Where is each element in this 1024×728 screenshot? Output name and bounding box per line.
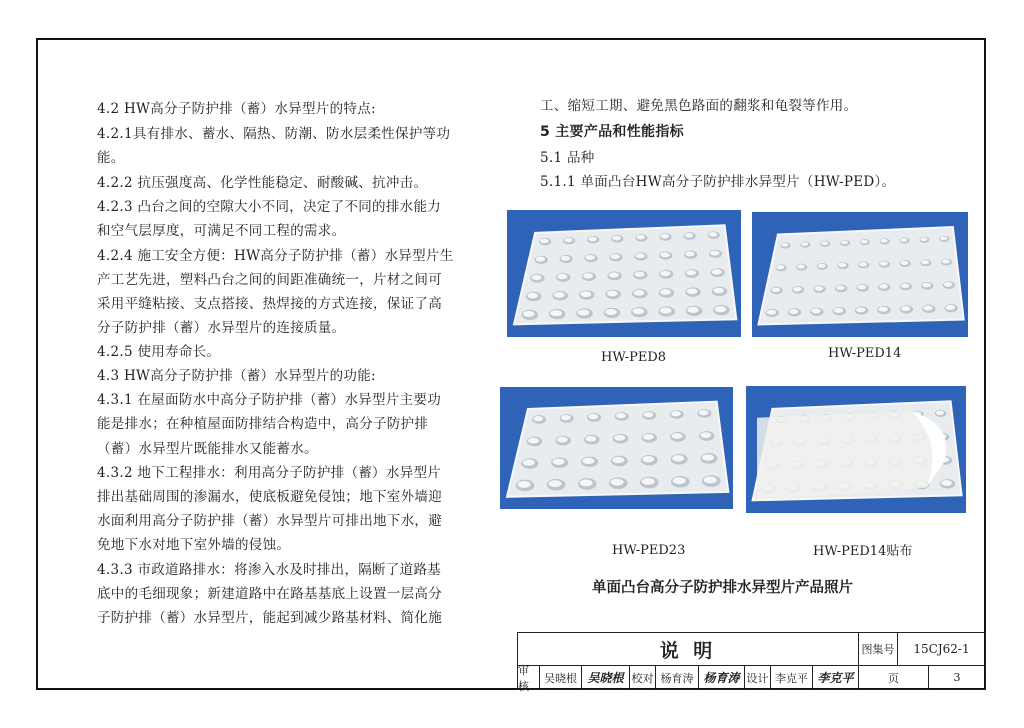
body-text-line: 子防护排（蓄）水异型片，能起到减少路基材料、简化施 (97, 610, 442, 626)
body-text-line: 产工艺先进，塑料凸台之间的间距准确统一，片材之间可 (97, 272, 442, 288)
caption-hw-ped14-fabric: HW-PED14贴布 (813, 544, 913, 559)
atlas-label: 图集号 (858, 632, 898, 666)
section-heading: 5 主要产品和性能指标 (540, 124, 684, 140)
subsection-heading: 5.1 品种 (540, 150, 595, 166)
body-text-line: （蓄）水异型片既能排水又能蓄水。 (97, 441, 318, 457)
body-text-line: 4.3 HW高分子防护排（蓄）水异型片的功能: (97, 368, 376, 384)
checker-name: 杨育涛 (655, 665, 699, 690)
check-label: 校对 (629, 665, 656, 690)
photo-hw-ped14 (752, 212, 968, 337)
body-text-line: 能是排水；在种植屋面防排结合构造中，高分子防护排 (97, 416, 429, 432)
body-text-line: 能。 (97, 150, 125, 166)
designer-name: 李克平 (770, 665, 813, 690)
body-text-line: 分子防护排（蓄）水异型片的连接质量。 (97, 320, 346, 336)
designer-signature: 李克平 (812, 665, 859, 690)
body-text-line: 底中的毛细现象；新建道路中在路基基底上设置一层高分 (97, 586, 442, 602)
photo-hw-ped14-fabric (746, 386, 966, 513)
page-number: 3 (928, 665, 986, 690)
body-text-line: 4.2.5 使用寿命长。 (97, 344, 221, 360)
body-text-line: 4.3.1 在屋面防水中高分子防护排（蓄）水异型片主要功 (97, 392, 442, 408)
body-text-line: 4.3.3 市政道路排水：将渗入水及时排出，隔断了道路基 (97, 562, 442, 578)
body-text-line: 4.2.3 凸台之间的空隙大小不同，决定了不同的排水能力 (97, 199, 442, 215)
reviewer-signature: 吴晓根 (581, 665, 630, 690)
caption-hw-ped23: HW-PED23 (612, 543, 686, 558)
photo-hw-ped8 (507, 210, 741, 337)
title-block-title: 说 明 (517, 632, 859, 666)
caption-hw-ped14: HW-PED14 (828, 346, 902, 361)
photo-hw-ped23 (500, 387, 733, 509)
body-text-line: 排出基础周围的渗漏水，使底板避免侵蚀；地下室外墙迎 (97, 489, 442, 505)
continuation-text: 工、缩短工期、避免黑色路面的翻浆和龟裂等作用。 (540, 98, 858, 114)
figure-caption: 单面凸台高分子防护排水异型片产品照片 (592, 580, 853, 596)
body-text-line: 4.3.2 地下工程排水：利用高分子防护排（蓄）水异型片 (97, 465, 442, 481)
body-text-line: 4.2 HW高分子防护排（蓄）水异型片的特点: (97, 101, 376, 117)
review-label: 审核 (517, 665, 540, 690)
body-text-line: 4.2.1具有排水、蓄水、隔热、防潮、防水层柔性保护等功 (97, 126, 451, 142)
caption-hw-ped8: HW-PED8 (601, 350, 667, 365)
body-text-line: 4.2.2 抗压强度高、化学性能稳定、耐酸碱、抗冲击。 (97, 175, 428, 191)
design-label: 设计 (744, 665, 771, 690)
checker-signature: 杨育涛 (698, 665, 745, 690)
reviewer-name: 吴晓根 (539, 665, 582, 690)
body-text-line: 4.2.4 施工安全方便：HW高分子防护排（蓄）水异型片生 (97, 248, 454, 264)
body-text-line: 和空气层厚度，可满足不同工程的需求。 (97, 223, 346, 239)
page-label: 页 (858, 665, 929, 690)
body-text-line: 水面利用高分子防护排（蓄）水异型片可排出地下水，避 (97, 513, 442, 529)
title-block (517, 632, 986, 693)
atlas-number: 15CJ62-1 (897, 632, 986, 666)
subsubsection-heading: 5.1.1 单面凸台HW高分子防护排水异型片（HW-PED）。 (540, 174, 896, 190)
body-text-line: 免地下水对地下室外墙的侵蚀。 (97, 537, 291, 553)
body-text-line: 采用平缝粘接、支点搭接、热焊接的方式连接，保证了高 (97, 296, 442, 312)
